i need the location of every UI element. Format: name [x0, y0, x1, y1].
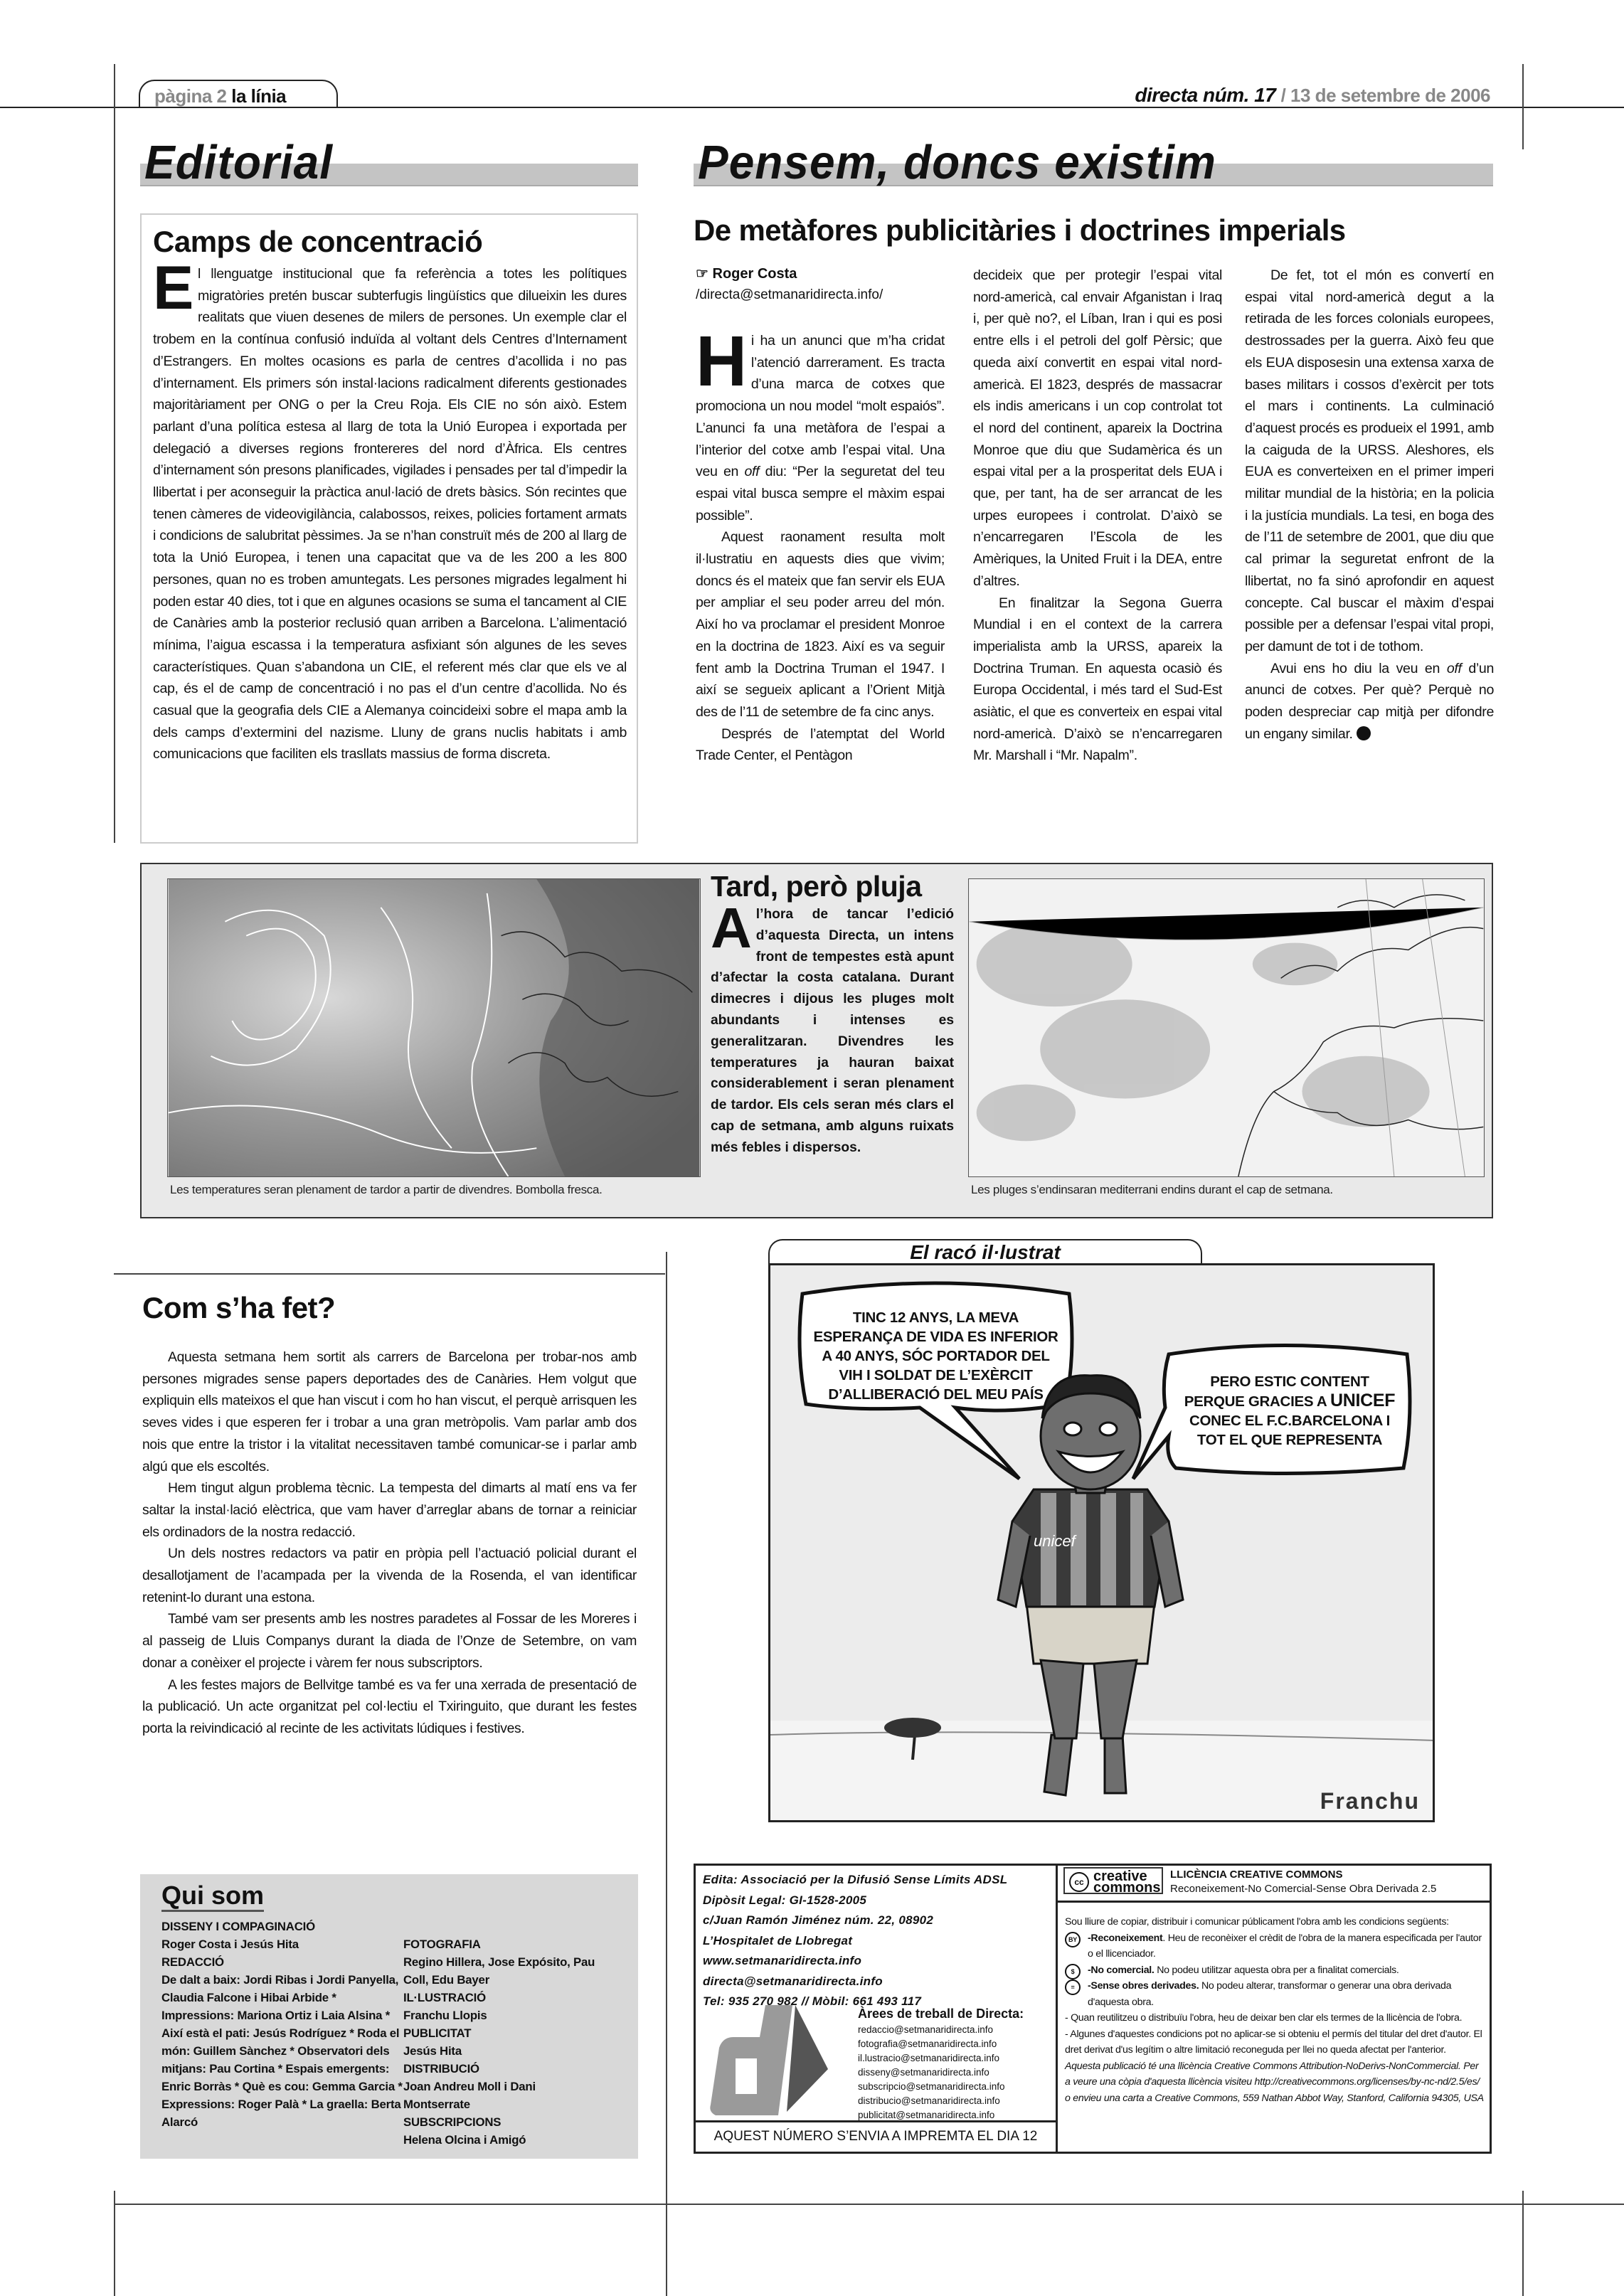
drop-cap: E	[153, 254, 194, 322]
website-link[interactable]: www.setmanaridirecta.info	[703, 1954, 862, 1967]
crop-mark	[666, 1252, 667, 2296]
logo-text: commons	[1093, 1880, 1161, 1896]
staff-role: PUBLICITAT	[403, 2026, 472, 2040]
logo-text: creative	[1093, 1869, 1147, 1884]
staff-role: DISTRIBUCIÓ	[403, 2062, 479, 2076]
staff-names: De dalt a baix: Jordi Ribas i Jordi Panyella, Claudia Falcone i Hibai Arbide * Impressions: Mariona Ortiz i Laia Alsina * Així està el pati: Jesús Rodríguez * Roda el món: Guillem Sànchez * Observatori dels mitjans: Pau Cortina * Espais emergents: Enric Borràs * Què es cou: Gemma Garcia * Expressions: Roger Palà * La graella: Berta Alarcó	[161, 1973, 403, 2129]
license-note: - Quan reutilitzeu o distribuïu l'obra, heu de deixar ben clar els termes de la llicència de l'obra.	[1065, 2012, 1463, 2024]
article-paragraph: Després de l’atemptat del World Trade Center, el Pentàgon	[696, 726, 945, 764]
area-email[interactable]: publicitat@setmanaridirecta.info	[858, 2110, 995, 2120]
staff-names: Helena Olcina i Amigó	[403, 2133, 526, 2147]
editorial-title: Camps de concentració	[153, 225, 483, 258]
area-email[interactable]: redaccio@setmanaridirecta.info	[858, 2024, 994, 2035]
print-date-note: AQUEST NÚMERO S’ENVIA A IMPREMTA EL DIA 12	[696, 2120, 1056, 2152]
how-paragraph: Aquesta setmana hem sortit als carrers de Barcelona per trobar-nos amb persones migrades sense papers deportades des de Canàries. Hem volgut que expliquin ells mateixos el que han viscut i com ho han viscut, el perquè arrisquen les seves vides i que esperen fer i trobar a una gran metròpolis. Vam parlar amb dos nois que entre la tristor i la vitalitat necessitaven també comunicar-se i parlar amb algú que els escoltés.	[142, 1349, 637, 1474]
publisher-box	[694, 1864, 1058, 2154]
article-paragraph: De fet, tot el món es convertí en espai vital nord-americà degut a la retirada de les forces colonials europees, destrossades per la guerra. Això feu que els EUA disposesin una extensa xarxa de bases militars i cossos d’exèrcit per tots el mars i continents. La culminació d’aquest procés es produeix el 1991, amb la caiguda de la URSS. Aleshores, els EUA es converteixen en el primer imperi militar mundial de la història; en la policia i la justícia mundials. La tesi, en boga des de l’11 de setembre de 2001, que diu que cal primar la seguretat enfront de la llibertat, no fa sinó aprofondir en aquest concepte. Cal buscar el màxim d’espai possible per a defensar l’espai vital propi, per damunt de tot i de tothom.	[1245, 267, 1494, 654]
crop-mark	[114, 2204, 1624, 2205]
byline	[696, 263, 945, 285]
work-areas-title: Àrees de treball de Directa:	[858, 2007, 1024, 2021]
article-column-2	[973, 265, 1222, 767]
condition-label: -Sense obres derivades.	[1088, 1980, 1199, 1992]
area-email[interactable]: distribucio@setmanaridirecta.info	[858, 2095, 1000, 2106]
phone-line: Tel: 935 270 982 // Mòbil: 661 493 117	[703, 1994, 922, 2008]
publisher-line: L’Hospitalet de Llobregat	[703, 1933, 853, 1947]
license-subtitle: Reconeixement-No Comercial-Sense Obra Derivada 2.5	[1170, 1883, 1437, 1895]
section-heading-editorial	[140, 137, 638, 193]
attribution-icon: BY	[1065, 1932, 1081, 1947]
drop-cap: A	[711, 896, 752, 960]
section-heading-opinion	[694, 137, 1493, 193]
how-title: Com s’ha fet?	[142, 1291, 336, 1324]
text: i ha un anunci que m’ha cridat l’atenció darrerament. Es tracta d’una marca de cotxes que promociona un nou model “molt espaiós”. L’anunci fa una metàfora de l’espai a l’interior del cotxe amb l’espai vital. Una veu en	[696, 333, 945, 480]
text: d’un anunci de cotxes. Per què? Perquè no poden despreciar cap mitjà per difondre un engany similar.	[1245, 660, 1494, 742]
license-condition	[1065, 1962, 1484, 1979]
weather-body	[711, 896, 954, 1159]
license-box	[1056, 1864, 1492, 2154]
condition-text: . Heu de reconèixer el crèdit de l'obra de la manera especificada per l'autor o el llicenciador.	[1088, 1932, 1482, 1960]
license-note: - Algunes d'aquestes condicions pot no aplicar-se si obteniu el permís del titular del dret d'autor. El dret derivat d'us legítim o altre limitació reconeguda per llei no queda afectat per l'anterior.	[1065, 2028, 1482, 2056]
how-paragraph: A les festes majors de Bellvitge també es va fer una xerrada de presentació de la publicació. Un acte organitzat pel col·lectiu el Txiringuito, que durant les festes porta la reivindicació al recinte de les activitats lúdiques i festives.	[142, 1676, 637, 1736]
noncommercial-icon: $	[1065, 1964, 1081, 1979]
staff-title: Qui som	[161, 1881, 264, 1912]
license-note: Aquesta publicació té una llicència Creative Commons Attribution-NoDerivs-NonCommercial. Per a veure una còpia d'aquesta llicència visiteu http://creativecommons.org/licenses/by-nc-nd/2.5/es/ o envieu una carta a Creative Commons, 559 Nathan Abbot Way, Stanford, California 94305, USA	[1065, 2060, 1484, 2104]
text: diu: “Per la seguretat del teu espai vital busca sempre el màxim espai possible”.	[696, 464, 945, 523]
staff-names: Joan Andreu Moll i Dani Montserrate	[403, 2080, 536, 2111]
page-tab	[139, 80, 338, 108]
license-title: LLICÈNCIA CREATIVE COMMONS	[1170, 1869, 1343, 1881]
staff-role: DISSENY I COMPAGINACIÓ	[161, 1920, 315, 1933]
how-it-was-made	[142, 1291, 637, 1740]
shirt-logo: unicef	[1034, 1532, 1076, 1550]
page-number: pàgina 2	[154, 85, 227, 107]
article-paragraph	[696, 321, 945, 526]
weather-article	[711, 868, 954, 1159]
article-headline: De metàfores publicitàries i doctrines imperials	[694, 213, 1346, 247]
noderivs-icon: =	[1065, 1979, 1081, 1995]
staff-role: FOTOGRAFIA	[403, 1938, 481, 1951]
area-email[interactable]: subscripcio@setmanaridirecta.info	[858, 2081, 1005, 2092]
staff-role: IL·LUSTRACIÓ	[403, 1991, 486, 2004]
staff-column-left	[161, 1918, 403, 2149]
article-paragraph: Aquest raonament resulta molt il·lustratiu en aquests dies que vivim; doncs és el mateix que fan servir els EUA per ampliar el seu poder arreu del món. Així ho va proclamar el president Monroe en la doctrina de 1823. Així es va seguir fent amb la Doctrina Truman el 1947. I així se segueix aplicant a l’Orient Mitjà des de l’11 de setembre de fa cinc anys.	[696, 529, 945, 720]
temperature-map	[167, 878, 701, 1177]
area-email[interactable]: fotografia@setmanaridirecta.info	[858, 2039, 997, 2049]
comic-panel	[768, 1263, 1435, 1822]
text: off	[1446, 660, 1462, 676]
issue-info	[1135, 84, 1490, 107]
license-condition	[1065, 1978, 1484, 2010]
publisher-line: c/Juan Ramón Jiménez núm. 22, 08902	[703, 1913, 934, 1927]
staff-role: SUBSCRIPCIONS	[403, 2115, 501, 2129]
creative-commons-logo	[1063, 1867, 1163, 1894]
license-intro: Sou lliure de copiar, distribuir i comunicar públicament l'obra amb les condicions següents:	[1065, 1916, 1449, 1928]
staff-names: Jesús Hita	[403, 2044, 462, 2058]
text: l’hora de tancar l’edició d’aquesta Directa, un intens front de tempestes està apunt d’afectar la costa catalana. Durant dimecres i dijous les pluges molt abundants i intenses es generalitzaran. Divendres les temperatures ja hauran baixat considerablement i seran plenament de tardor. Els cels seran més clars el cap de setmana, amb alguns ruixats més febles i dispersos.	[711, 907, 954, 1155]
how-paragraph: També vam ser presents amb les nostres paradetes al Fossar de les Moreres i al passeig de Lluis Companys durant la diada de l’Onze de Setembre, on vam donar a conèixer el projecte i vàrem fer nous subscriptors.	[142, 1611, 637, 1671]
staff-names: Roger Costa i Jesús Hita	[161, 1938, 299, 1951]
editorial-box	[140, 213, 638, 844]
area-email[interactable]: il.lustracio@setmanaridirecta.info	[858, 2053, 1000, 2063]
condition-text: No podeu alterar, transformar o generar una obra derivada d'aquesta obra.	[1088, 1980, 1452, 2008]
publisher-line: Dipòsit Legal: GI-1528-2005	[703, 1893, 867, 1907]
artist-signature: Franchu	[1320, 1788, 1420, 1814]
publisher-line: Edita: Associació per la Difusió Sense Límits ADSL	[703, 1873, 1008, 1886]
drop-cap: H	[696, 321, 747, 401]
condition-label: -Reconeixement	[1088, 1932, 1163, 1944]
text: UNICEF	[1330, 1391, 1396, 1410]
crop-mark	[114, 64, 115, 843]
condition-text: No podeu utilitzar aquesta obra per a finalitat comercials.	[1154, 1964, 1399, 1976]
text: Avui ens ho diu la veu en	[1270, 660, 1447, 676]
email-link[interactable]: directa@setmanaridirecta.info	[703, 1974, 883, 1988]
section-name: la línia	[231, 85, 287, 107]
crop-mark	[114, 2191, 115, 2296]
crop-mark	[1522, 64, 1524, 149]
weather-box	[140, 863, 1493, 1218]
article-column-1	[696, 263, 945, 767]
work-areas	[858, 2004, 1024, 2122]
article-paragraph: decideix que per protegir l’espai vital nord-americà, cal envair Afganistan i Iraq i, per què no?, el Líban, Iran i qui es posi entre ells i el petroli del golf Pèrsic; que queda així convertit en espai vital nord-americà. El 1823, després de massacrar els indis americans i un cop controlat tot el nord del continent, apareix la Doctrina Monroe que diu que Sudamèrica és un espai vital per a la prosperitat dels EUA i que, per tant, ha de ser arrancat de les urpes europees i controlat. D’això se n’encarregaren l’Escola de les Amèriques, la United Fruit i la DEA, entre d’altres.	[973, 267, 1222, 589]
map-caption: Les pluges s’endinsaran mediterrani endins durant el cap de setmana.	[971, 1183, 1333, 1196]
staff-names: Regino Hillera, Jose Expósito, Pau Coll, Edu Bayer	[403, 1955, 595, 1987]
text: PERO ESTIC CONTENT PERQUE GRACIES A	[1184, 1373, 1369, 1410]
text: CONEC EL F.C.BARCELONA I TOT EL QUE REPRESENTA	[1189, 1413, 1391, 1448]
crop-mark	[1522, 2191, 1524, 2296]
precipitation-map	[968, 878, 1485, 1177]
staff-box	[140, 1874, 638, 2159]
end-mark-icon	[1357, 726, 1371, 740]
speech-bubble-2-text	[1183, 1372, 1396, 1450]
staff-column-right	[403, 1918, 638, 2149]
author-email[interactable]: /directa@setmanaridirecta.info/	[696, 287, 883, 302]
license-condition	[1065, 1930, 1484, 1962]
directa-logo	[708, 2005, 829, 2115]
section-title: Editorial	[144, 135, 334, 189]
staff-role: REDACCIÓ	[161, 1955, 224, 1969]
issue-date: / 13 de setembre de 2006	[1280, 85, 1490, 106]
article-paragraph	[1245, 658, 1494, 745]
how-paragraph: Hem tingut algun problema tècnic. La tempesta del dimarts al matí ens va fer saltar la instal·lació elèctrica, que vam haver d’arreglar abans de tornar a reiniciar els ordinadors de la nostra redacció.	[142, 1480, 637, 1540]
text: off	[744, 464, 760, 480]
author-name: Roger Costa	[712, 266, 797, 282]
area-email[interactable]: disseny@setmanaridirecta.info	[858, 2067, 989, 2078]
cc-icon: cc	[1069, 1872, 1089, 1892]
map-caption: Les temperatures seran plenament de tardor a partir de divendres. Bombolla fresca.	[170, 1183, 603, 1196]
staff-names: Franchu Llopis	[403, 2009, 487, 2022]
weather-title: Tard, però pluja	[711, 870, 922, 903]
editorial-text: l llenguatge institucional que fa referència a totes les polítiques migratòries pretén buscar subterfugis lingüístics que dilueixin les dures realitats que viuen desenes de milers de persones. Un exemple clar el trobem en la contínua confusió induïda al voltant dels Centres d’Internament d’Estrangers. En moltes ocasions es parla de centres d’acollida i no pas d’internament. Els primers són instal·lacions radicalment diferents gestionades majoritàriament per ONG o per la Creu Roja. Els CIE no són això. Estem parlant d’una política estesa al llarg de tota la Unió Europea i exportada per delegació a diverses regions frontereres del nord d’Àfrica. Els centres d’internament són presons planificades, vigilades i pensades per tal d’impedir la llibertat i per aconseguir la pràctica anul·lació de drets bàsics. Són recintes que tenen càmeres de videovigilància, calabossos, reixes, policies fortament armats i condicions de salubritat pèssimes. Ja se n’han construït més de 200 al llarg de tota la Unió Europea, i tenen una capacitat que va de les 200 a les 800 persones, quan no es troben amuntegats. Les persones migrades legalment hi poden estar 40 dies, tot i que en algunes ocasions se suma el tancament al CIE de Canàries amb la posterior reclusió quan arriben a Barcelona. L’alimentació mínima, l’aigua escassa i la temperatura asfixiant són algunes de les seves característiques. Quan s’abandona un CIE, el referent més clar que els ve al cap, és el de camp de concentració i no pas el d’un centre d’acollida. No és casual que la geografia dels CIE a Alemanya coincideixi sobre el mapa amb la dels camps d’extermini del nazisme. Lluny de grans nuclis habitats i amb comunicacions que faciliten els trasllats massius de forma discreta.	[153, 266, 627, 762]
issue-number: directa núm. 17	[1135, 84, 1276, 106]
section-title: Pensem, doncs existim	[698, 135, 1216, 189]
pointing-hand-icon: ☞	[696, 266, 713, 282]
article-column-3	[1245, 265, 1494, 745]
crop-mark	[114, 1273, 665, 1275]
speech-bubble-1-text: TINC 12 ANYS, LA MEVA ESPERANÇA DE VIDA ES INFERIOR A 40 ANYS, SÓC PORTADOR DEL VIH I SOLDAT DE L’EXÈRCIT D’ALLIBERACIÓ DEL MEU PAÍS	[813, 1309, 1058, 1403]
article-paragraph: En finalitzar la Segona Guerra Mundial i en el context de la carrera imperialista amb la URSS, apareix la Doctrina Truman. En aquesta ocasiò és Europa Occidental, i més tard el Sud-Est asiàtic, el que es converteix en espai vital nord-americà. D’això se n’encarregaren Mr. Marshall i “Mr. Napalm”.	[973, 595, 1222, 764]
comic-title: El racó il·lustrat	[768, 1239, 1202, 1265]
how-paragraph: Un dels nostres redactors va patir en pròpia pell l’actuació policial durant el desallotjament de l’acampada per la vivenda de la Rosenda, el van identificar retenint-lo durant una estona.	[142, 1546, 637, 1605]
condition-label: -No comercial.	[1088, 1964, 1155, 1976]
editorial-body	[153, 254, 627, 765]
